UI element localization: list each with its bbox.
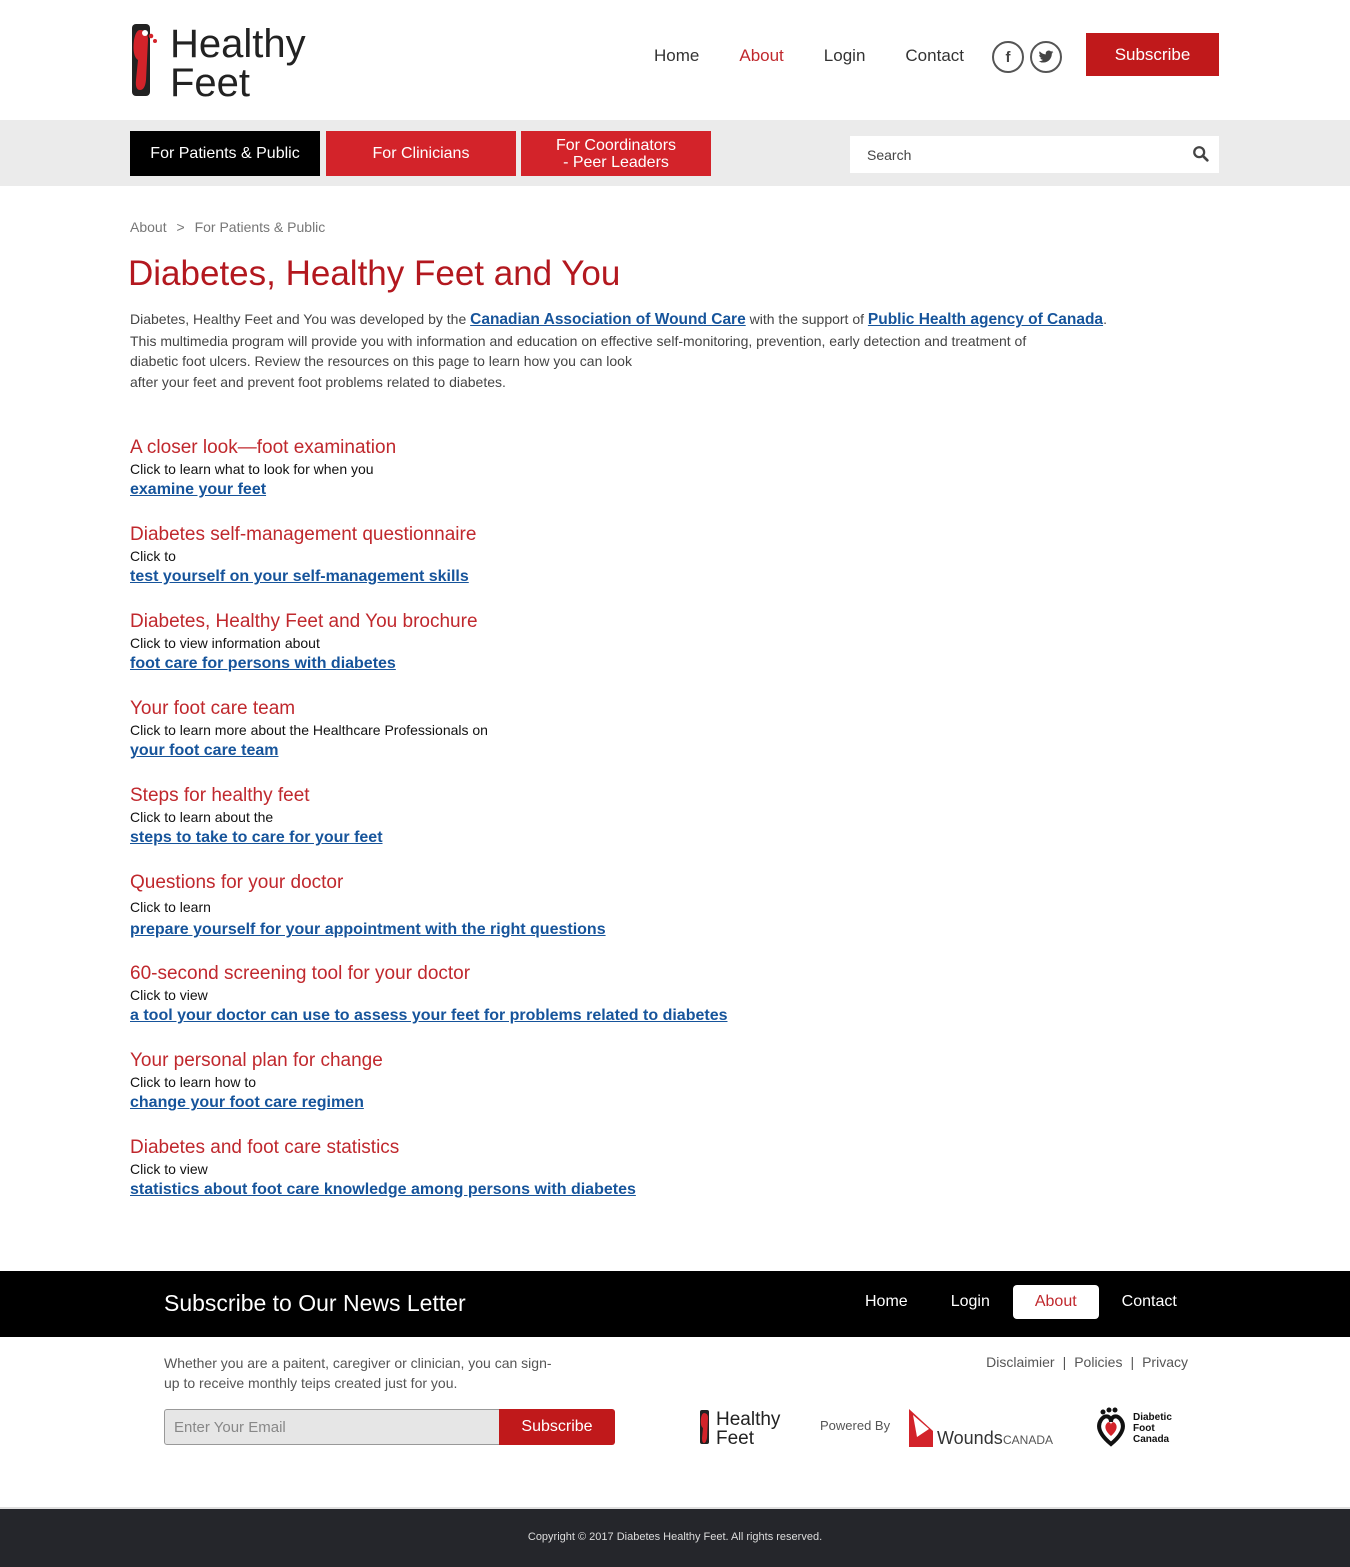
svg-text:Feet: Feet <box>716 1428 755 1447</box>
svg-text:Feet: Feet <box>170 61 251 100</box>
social-links <box>992 41 1062 73</box>
svg-text:Healthy: Healthy <box>170 22 306 66</box>
resource-item <box>130 1136 830 1223</box>
cawc-link[interactable]: Canadian Association of Wound Care <box>470 311 746 328</box>
page-title: Diabetes, Healthy Feet and You <box>128 254 621 293</box>
resource-title: A closer look—foot examination <box>130 437 397 458</box>
newsletter-title: Subscribe to Our News Letter <box>164 1290 466 1316</box>
resource-item <box>130 436 830 523</box>
search-box <box>850 136 1219 173</box>
newsletter-subscribe-button[interactable]: Subscribe <box>499 1409 615 1445</box>
intro-rest: This multimedia program will provide you with information and education on effective self-monitoring, prevention, early detection and treatment of diabetic foot ulcers. Review the resources on this page to learn how you can look <box>130 332 1027 369</box>
email-field[interactable] <box>164 1409 500 1445</box>
svg-text:Healthy: Healthy <box>716 1409 781 1430</box>
privacy-link[interactable]: Privacy <box>1142 1354 1188 1370</box>
resource-item <box>130 1049 830 1136</box>
resource-title: Your foot care team <box>130 698 296 719</box>
resource-item <box>130 697 830 784</box>
nav-contact[interactable]: Contact <box>905 46 964 65</box>
resource-item <box>130 784 830 871</box>
svg-text:Wounds: Wounds <box>937 1428 1003 1448</box>
legal-separator: | <box>1062 1354 1067 1370</box>
tab-patients-public[interactable]: For Patients & Public <box>130 131 320 176</box>
resource-link[interactable]: foot care for persons with diabetes <box>130 655 396 672</box>
resource-title: Your personal plan for change <box>130 1050 383 1071</box>
resource-link[interactable]: change your foot care regimen <box>130 1094 364 1111</box>
resource-text: Click to view <box>130 1161 208 1177</box>
resource-link[interactable]: steps to take to care for your feet <box>130 829 383 846</box>
resource-title: Steps for healthy feet <box>130 785 310 806</box>
breadcrumb-separator: > <box>176 219 185 235</box>
resource-item <box>130 871 830 962</box>
resource-title: 60-second screening tool for your doctor <box>130 963 471 984</box>
subscribe-button[interactable]: Subscribe <box>1086 33 1219 76</box>
phac-link[interactable]: Public Health agency of Canada <box>867 311 1104 328</box>
resource-text: Click to learn <box>130 899 211 915</box>
resource-text: Click to learn about the <box>130 809 274 825</box>
tab-coordinators-line2: - Peer Leaders <box>563 153 669 171</box>
logo-graphic <box>130 20 320 100</box>
svg-text:Foot: Foot <box>1133 1423 1155 1434</box>
intro-last: after your feet and prevent foot problems related to diabetes. <box>130 373 506 390</box>
resource-text: Click to view information about <box>130 635 320 651</box>
top-nav <box>654 46 1004 66</box>
breadcrumb-about[interactable]: About <box>130 219 167 235</box>
tab-coordinators-line1: For Coordinators <box>555 136 677 154</box>
resource-text: Click to view <box>130 987 208 1003</box>
svg-text:CANADA: CANADA <box>1003 1433 1054 1447</box>
tab-clinicians[interactable]: For Clinicians <box>326 131 516 176</box>
resource-text: Click to learn what to look for when you <box>130 461 374 477</box>
copyright-text: Copyright © 2017 Diabetes Healthy Feet. All rights reserved. <box>527 1531 823 1543</box>
resource-title: Diabetes self-management questionnaire <box>130 524 477 545</box>
footer-nav-about[interactable]: About <box>1013 1285 1099 1319</box>
svg-text:Canada: Canada <box>1133 1434 1170 1445</box>
resource-link[interactable]: statistics about foot care knowledge among persons with diabetes <box>130 1181 636 1198</box>
footer-nav-login[interactable]: Login <box>950 1293 990 1310</box>
disclaimer-link[interactable]: Disclaimier <box>986 1354 1055 1370</box>
intro-end: . <box>1103 311 1107 327</box>
healthy-feet-logo[interactable] <box>130 20 320 100</box>
nav-login[interactable]: Login <box>823 46 866 65</box>
resource-link[interactable]: test yourself on your self-management skills <box>130 568 469 585</box>
resource-title: Diabetes and foot care statistics <box>130 1137 400 1158</box>
breadcrumb-current[interactable]: For Patients & Public <box>194 219 326 235</box>
resource-link[interactable]: a tool your doctor can use to assess your feet for problems related to diabetes <box>130 1007 728 1024</box>
svg-text:Diabetic: Diabetic <box>1133 1412 1172 1423</box>
nav-about[interactable]: About <box>739 46 784 65</box>
resource-text: Click to <box>130 548 176 564</box>
legal-links <box>986 1354 1188 1370</box>
category-bar <box>0 120 1350 186</box>
resource-title: Questions for your doctor <box>130 872 344 893</box>
intro-mid: with the support of <box>745 311 868 327</box>
site-header <box>0 0 1350 120</box>
nav-home[interactable]: Home <box>654 46 700 65</box>
newsletter-bar <box>0 1271 1350 1337</box>
newsletter-blurb: Whether you are a paitent, caregiver or clinician, you can sign-up to receive monthly teips created just for you. <box>164 1355 552 1391</box>
twitter-icon[interactable] <box>1030 41 1062 73</box>
resource-list <box>130 436 830 1223</box>
resource-link[interactable]: prepare yourself for your appointment with the right questions <box>130 921 606 938</box>
facebook-icon[interactable]: f <box>992 41 1024 73</box>
breadcrumb <box>130 219 331 235</box>
wounds-canada-logo[interactable] <box>907 1407 1072 1449</box>
intro-pre: Diabetes, Healthy Feet and You was developed by the <box>130 311 471 327</box>
legal-separator: | <box>1130 1354 1135 1370</box>
diabetic-foot-canada-logo[interactable] <box>1095 1406 1180 1448</box>
intro-paragraph <box>130 309 1200 392</box>
footer-nav <box>845 1285 1200 1319</box>
resource-link[interactable]: examine your feet <box>130 481 267 498</box>
resource-link[interactable]: your foot care team <box>130 742 279 759</box>
search-icon[interactable] <box>1192 145 1210 163</box>
newsletter-form <box>164 1409 615 1445</box>
resource-item <box>130 962 830 1049</box>
footer-nav-contact[interactable]: Contact <box>1121 1293 1177 1310</box>
policies-link[interactable]: Policies <box>1074 1354 1123 1370</box>
footer-main <box>0 1337 1350 1507</box>
resource-text: Click to learn more about the Healthcare Professionals on <box>130 722 488 738</box>
resource-text: Click to learn how to <box>130 1074 257 1090</box>
powered-by: Powered By <box>820 1418 891 1433</box>
search-input[interactable] <box>850 136 1170 173</box>
footer-nav-home[interactable]: Home <box>865 1293 908 1310</box>
resource-item <box>130 523 830 610</box>
resource-item <box>130 610 830 697</box>
footer-healthy-feet-logo[interactable] <box>698 1407 793 1447</box>
tab-coordinators[interactable] <box>521 131 711 176</box>
copyright-bar <box>0 1507 1350 1567</box>
resource-title: Diabetes, Healthy Feet and You brochure <box>130 611 478 632</box>
